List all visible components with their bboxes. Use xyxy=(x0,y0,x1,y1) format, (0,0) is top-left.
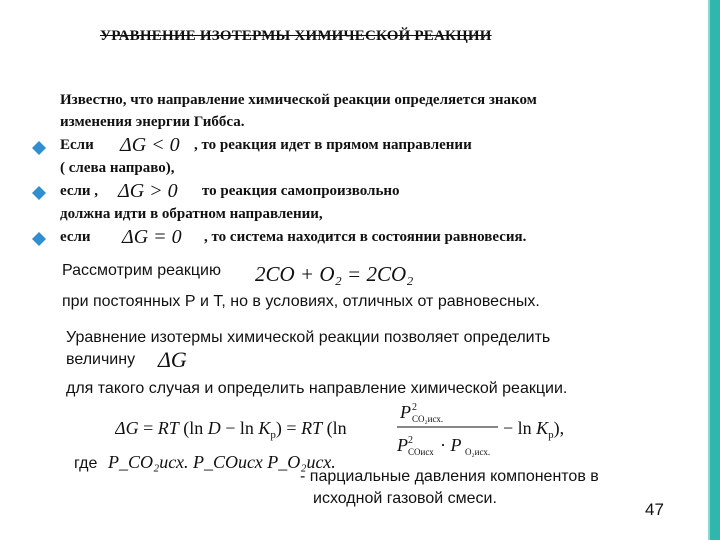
svg-text:O₂исх.: O₂исх. xyxy=(465,447,491,457)
svg-text:P: P xyxy=(400,402,411,422)
svg-text:− ln Kp),: − $\ln K_p$), xyxy=(503,418,565,441)
isotherm-line-2: величину xyxy=(66,351,136,368)
case1-suffix: , то реакция идет в прямом направлении xyxy=(194,137,472,153)
svg-text:ΔG = RT (ln D − ln Kp) = RT (l: ΔG = RT (ln $D - \ln K_p$) = RT (ln xyxy=(115,418,347,441)
accent-band-light xyxy=(708,0,710,540)
case3-prefix: если xyxy=(60,229,91,245)
case3-formula: ΔG = 0 xyxy=(122,226,182,248)
slide-title: УРАВНЕНИЕ ИЗОТЕРМЫ ХИМИЧЕСКОЙ РЕАКЦИИ xyxy=(100,28,492,44)
svg-text:2: 2 xyxy=(412,402,417,413)
case2-suffix: то реакция самопроизвольно xyxy=(202,183,400,199)
case2-prefix: если , xyxy=(60,183,99,199)
accent-band xyxy=(710,0,720,540)
case2-line2: должна идти в обратном направлении, xyxy=(60,206,323,222)
explanation-line-1: - парциальные давления компонентов в xyxy=(300,468,599,485)
diamond-bullet-icon xyxy=(32,186,46,200)
svg-text:COисх: COисх xyxy=(408,447,434,457)
isotherm-equation xyxy=(115,396,595,460)
where-symbols: P_CO₂исх. P_COисх P_O₂исх. xyxy=(108,452,336,472)
isotherm-formula: ΔG xyxy=(158,347,187,372)
reaction-formula: 2CO + O₂ = 2CO₂ xyxy=(255,262,414,286)
intro-line-1: Известно, что направление химической реакции определяется знаком xyxy=(60,92,537,108)
svg-text:P: P xyxy=(397,435,408,455)
reaction-intro: Рассмотрим реакцию xyxy=(62,262,221,279)
diamond-bullet-icon xyxy=(32,141,46,155)
case3-suffix: , то система находится в состоянии равновесия. xyxy=(204,229,527,245)
svg-text:2: 2 xyxy=(408,435,413,446)
case1-prefix: Если xyxy=(60,137,94,153)
isotherm-line-3: для такого случая и определить направление химической реакции. xyxy=(66,380,568,397)
where-label: где xyxy=(74,455,98,472)
isotherm-line-1: Уравнение изотермы химической реакции позволяет определить xyxy=(66,329,551,346)
case1-line2: ( слева направо), xyxy=(60,160,175,176)
diamond-bullet-icon xyxy=(32,232,46,246)
svg-text:CO₂исх.: CO₂исх. xyxy=(412,414,444,424)
svg-text:· P: · P xyxy=(440,435,462,455)
explanation-line-2: исходной газовой смеси. xyxy=(313,490,497,507)
case1-formula: ΔG < 0 xyxy=(120,134,180,156)
page-number: 47 xyxy=(645,500,664,519)
case2-formula: ΔG > 0 xyxy=(118,180,178,202)
intro-line-2: изменения энергии Гиббса. xyxy=(60,114,245,130)
conditions-text: при постоянных Р и Т, но в условиях, отличных от равновесных. xyxy=(62,293,540,310)
